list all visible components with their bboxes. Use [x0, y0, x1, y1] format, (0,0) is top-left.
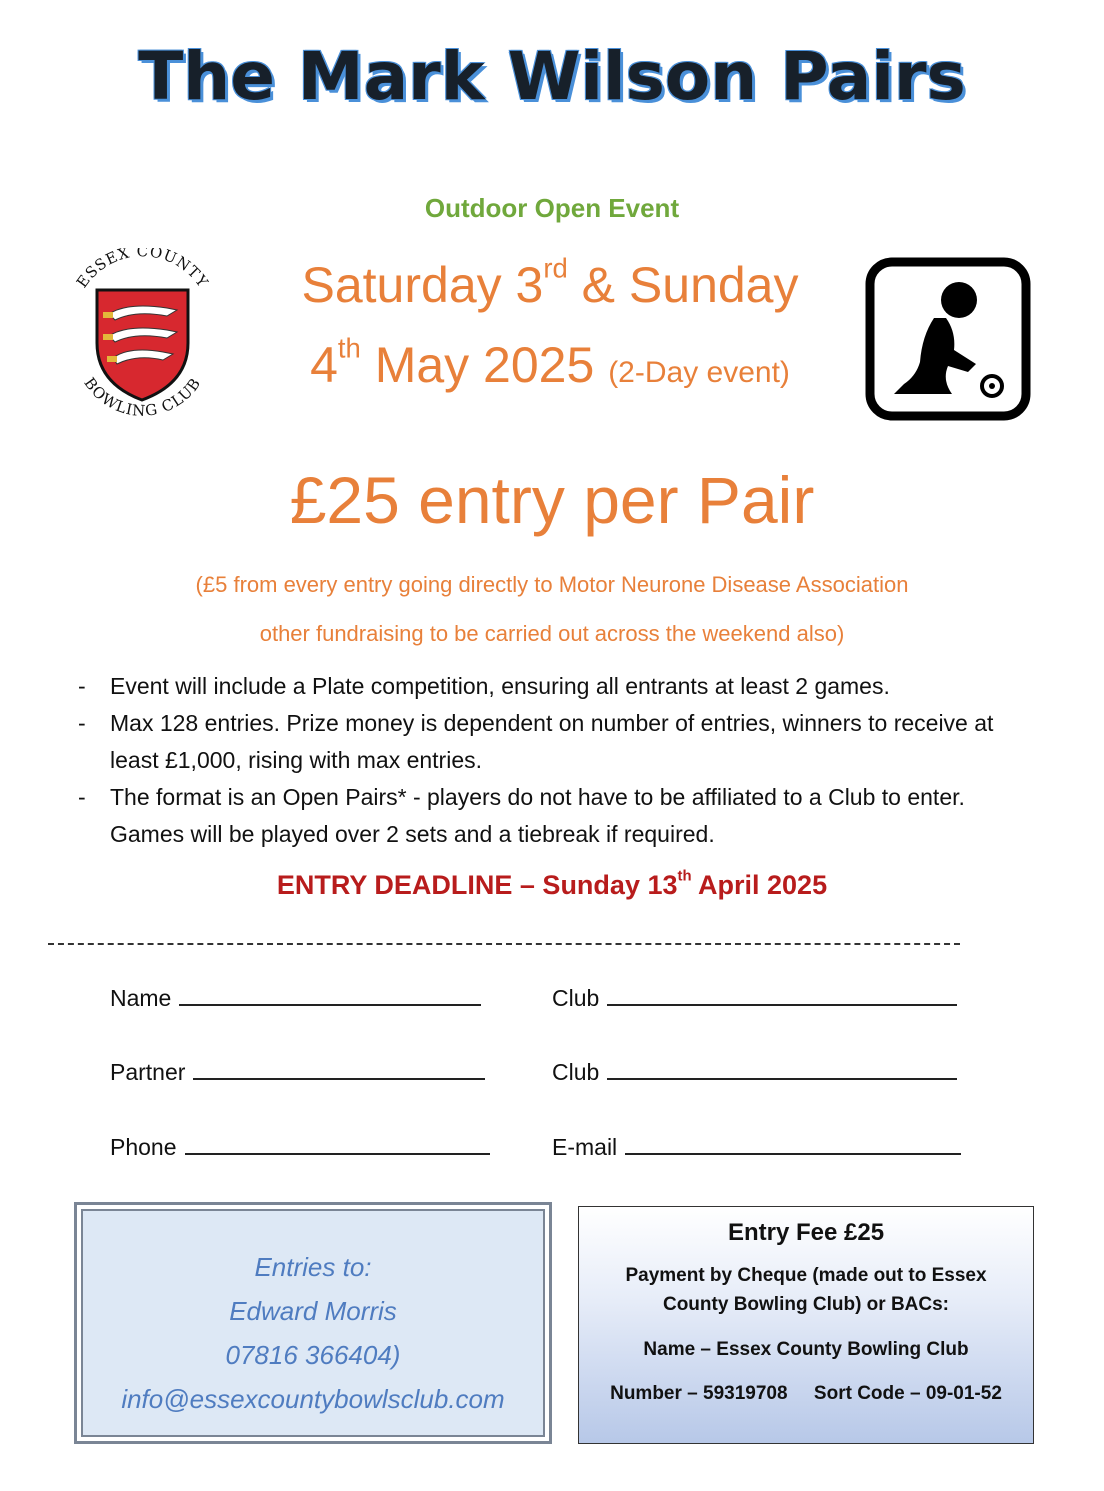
- partner-field[interactable]: Partner: [110, 1058, 485, 1086]
- payment-method-line-1: Payment by Cheque (made out to Essex: [625, 1265, 987, 1286]
- account-number: Number – 59319708 Sort Code – 09-01-52: [610, 1383, 1002, 1404]
- entries-heading: Entries to:: [254, 1252, 372, 1282]
- contact-phone: 07816 366404): [225, 1340, 401, 1370]
- entry-price: £25 entry per Pair: [289, 463, 815, 537]
- payment-method-line-2: County Bowling Club) or BACs:: [662, 1294, 950, 1315]
- entries-box: [74, 1202, 552, 1444]
- contact-name: Edward Morris: [229, 1296, 397, 1326]
- event-details-list: [78, 668, 1038, 853]
- phone-field[interactable]: Phone: [110, 1133, 490, 1161]
- cut-line: [48, 943, 960, 945]
- charity-note-line-1: (£5 from every entry going directly to Motor Neurone Disease Association: [195, 572, 909, 597]
- logo-bottom-text: BOWLING CLUB: [80, 374, 205, 418]
- charity-note-line-2: other fundraising to be carried out across the weekend also): [259, 621, 845, 646]
- svg-text:ESSEX COUNTY: [73, 248, 212, 291]
- logo-top-text: ESSEX COUNTY: [72, 248, 213, 292]
- event-date-line-2: 4th May 2025 (2-Day event): [310, 332, 790, 393]
- list-item: - Event will include a Plate competition, ensuring all entrants at least 2 games.: [78, 673, 890, 699]
- list-item: - Max 128 entries. Prize money is dependent on number of entries, winners to receive at least £1,000, rising with max entries.: [78, 710, 994, 773]
- email-field[interactable]: E-mail: [552, 1133, 961, 1161]
- payment-box: [578, 1206, 1034, 1444]
- entry-fee-heading: Entry Fee £25: [727, 1219, 885, 1246]
- bowler-icon: [864, 256, 1032, 422]
- name-field[interactable]: Name: [110, 984, 481, 1012]
- club-field[interactable]: Club: [552, 984, 957, 1012]
- event-date-line-1: Saturday 3rd & Sunday: [301, 252, 799, 313]
- partner-club-field[interactable]: Club: [552, 1058, 957, 1086]
- club-logo: [55, 248, 230, 418]
- page-title: The Mark Wilson Pairs: [138, 38, 966, 115]
- contact-email[interactable]: info@essexcountybowlsclub.com: [121, 1384, 505, 1414]
- entry-deadline: ENTRY DEADLINE – Sunday 13th April 2025: [276, 868, 828, 900]
- event-duration: (2-Day event): [608, 356, 790, 389]
- account-name: Name – Essex County Bowling Club: [643, 1339, 969, 1360]
- list-item: - The format is an Open Pairs* - players do not have to be affiliated to a Club to enter. Games will be played over 2 sets and a tiebreak if required.: [78, 784, 965, 847]
- event-subtitle: Outdoor Open Event: [424, 193, 680, 223]
